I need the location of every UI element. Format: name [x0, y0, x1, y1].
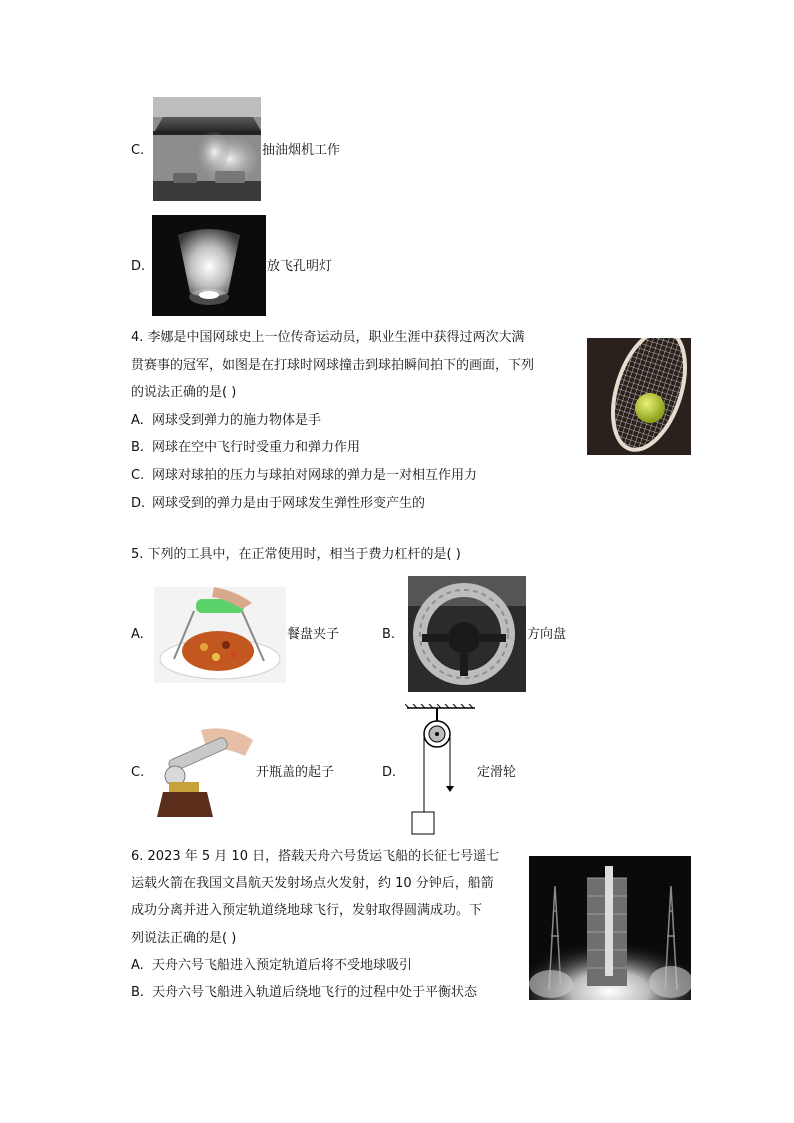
fixed-pulley-diagram-icon: [405, 704, 477, 836]
option-letter: A.: [131, 627, 144, 642]
sky-lantern-photo-icon: [152, 215, 266, 316]
question-stem: 贯赛事的冠军，如图是在打球时网球撞击到球拍瞬间拍下的画面，下列: [131, 358, 535, 373]
option-letter: B.: [131, 985, 145, 1000]
option-letter: D.: [382, 765, 397, 780]
option-text: 网球在空中飞行时受重力和弹力作用: [152, 440, 361, 455]
plate-clamp-photo-icon: [154, 587, 286, 683]
option-caption: 方向盘: [527, 627, 567, 642]
range-hood-photo-icon: [153, 97, 261, 201]
option-text: 天舟六号飞船进入预定轨道后将不受地球吸引: [152, 958, 413, 973]
tennis-racket-photo-icon: [587, 338, 691, 455]
option-caption: 定滑轮: [477, 765, 517, 780]
option-letter: C.: [131, 765, 145, 780]
option-text: 天舟六号飞船进入轨道后绕地飞行的过程中处于平衡状态: [152, 985, 478, 1000]
question-stem: 列说法正确的是( ): [131, 931, 237, 946]
option-text: 网球对球拍的压力与球拍对网球的弹力是一对相互作用力: [152, 468, 478, 483]
option-letter: B.: [131, 440, 145, 455]
option-letter: B.: [382, 627, 396, 642]
option-text: 网球受到弹力的施力物体是手: [152, 413, 322, 428]
option-letter: D.: [131, 496, 146, 511]
question-stem: 运载火箭在我国文昌航天发射场点火发射，约 10 分钟后，船箭: [131, 876, 494, 891]
rocket-launch-photo-icon: [529, 856, 691, 1000]
option-caption: 抽油烟机工作: [262, 143, 341, 158]
option-letter: A.: [131, 958, 144, 973]
option-letter: D.: [131, 259, 146, 274]
option-letter: C.: [131, 468, 145, 483]
question-stem: 6. 2023 年 5 月 10 日，搭载天舟六号货运飞船的长征七号遥七: [131, 849, 500, 864]
option-caption: 餐盘夹子: [287, 627, 340, 642]
option-letter: C.: [131, 143, 145, 158]
question-stem: 成功分离并进入预定轨道绕地球飞行，发射取得圆满成功。下: [131, 903, 483, 918]
question-stem: 5. 下列的工具中，在正常使用时，相当于费力杠杆的是( ): [131, 547, 461, 562]
option-letter: A.: [131, 413, 144, 428]
question-stem: 的说法正确的是( ): [131, 385, 237, 400]
option-caption: 开瓶盖的起子: [256, 765, 335, 780]
bottle-opener-photo-icon: [149, 724, 255, 817]
question-stem: 4. 李娜是中国网球史上一位传奇运动员，职业生涯中获得过两次大满: [131, 330, 525, 345]
option-text: 网球受到的弹力是由于网球发生弹性形变产生的: [152, 496, 426, 511]
steering-wheel-photo-icon: [408, 576, 526, 692]
option-caption: 放飞孔明灯: [267, 259, 333, 274]
